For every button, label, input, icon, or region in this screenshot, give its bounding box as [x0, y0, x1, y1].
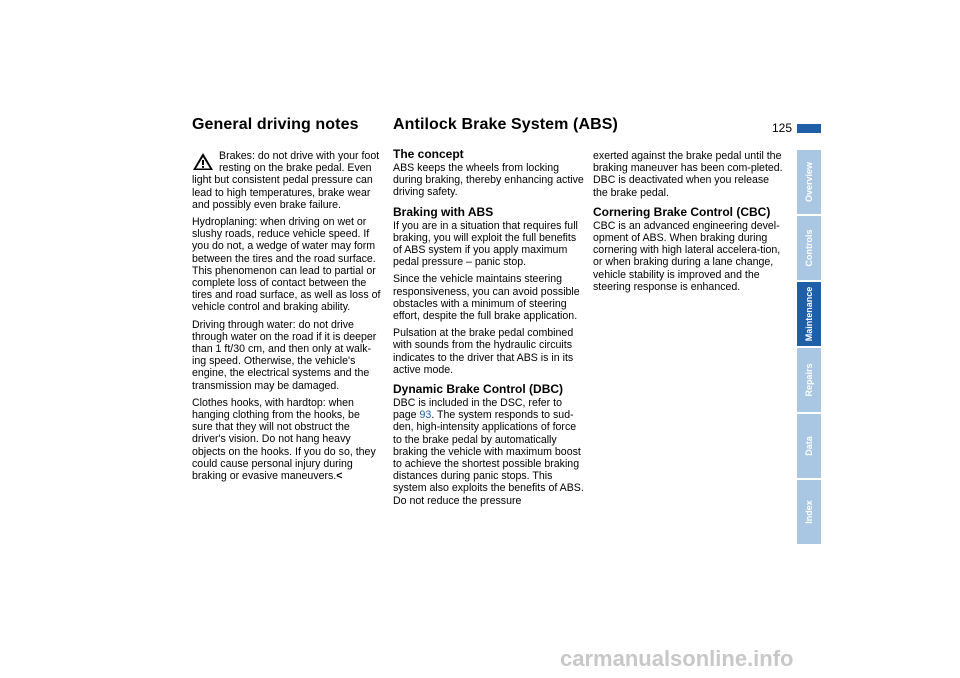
section-heading-general: General driving notes: [192, 116, 359, 133]
tab-data-label: Data: [804, 436, 814, 456]
braking-paragraph-3: Pulsation at the brake pedal combined with sounds from the hydraulic circuits indicates to the driver that ABS is in its active mode.: [393, 327, 574, 376]
cbc-text: CBC is an advanced engineering devel-opment of ABS. When braking during cornering with high lateral accelera-tion, or when braking during a lane change, vehicle stability is improved and the steering response is enhanced.: [593, 219, 781, 293]
tab-controls-label: Controls: [804, 229, 814, 267]
tab-repairs[interactable]: [797, 348, 821, 412]
brakes-warning-first: Brakes: do not drive with your foot resting on the brake pedal. Even: [219, 150, 380, 175]
tab-repairs-label: Repairs: [804, 363, 814, 397]
tab-data[interactable]: [797, 414, 821, 478]
tab-controls[interactable]: [797, 216, 821, 280]
warning-block: [192, 150, 382, 211]
heading-cbc: Cornering Brake Control (CBC): [593, 204, 771, 219]
clothes-hooks-note: [192, 397, 382, 482]
concept-text: ABS keeps the wheels from locking during braking, thereby enhancing active driving safety.: [393, 162, 584, 199]
water-note: Driving through water: do not drive through water on the road if it is deeper than 1 ft/30 cm, and then only at walk-ing speed. Otherwise, the vehicle's engine, the electrical systems and the transmission may be damaged.: [192, 318, 377, 392]
dbc-continued: exerted against the brake pedal until the braking maneuver has been com-pleted. DBC is deactivated when you release the brake pedal.: [593, 150, 783, 199]
braking-paragraph-1: If you are in a situation that requires full braking, you will exploit the full benefits of ABS system if you apply maximum pedal pressure – panic stop.: [393, 219, 578, 269]
tab-maintenance-label: Maintenance: [804, 286, 814, 342]
clothes-hooks-text: Clothes hooks, with hardtop: when hanging clothing from the hooks, be sure that they will not obstruct the driver's vision. Do not hang heavy objects on the hooks. If you do so, they could cause personal injury during braking or evasive maneuvers.: [192, 396, 376, 483]
dbc-text-before: DBC is included in the DSC, refer to page: [393, 397, 562, 422]
heading-braking-with-abs: Braking with ABS: [393, 204, 494, 219]
section-tabs: [797, 150, 821, 546]
hydroplaning-note: Hydroplaning: when driving on wet or slushy roads, reduce vehicle speed. If you do not, a wedge of water may form between the tires and the road surface. This phenomenon can lead to partial or complete loss of contact between the tires and road surface, as well as loss of vehicle control and braking ability.: [192, 216, 381, 314]
brakes-warning-rest: light but consistent pedal pressure can lead to high temperatures, brake wear and possibly even brake failure.: [192, 174, 373, 211]
braking-paragraph-2: Since the vehicle maintains steering responsiveness, you can avoid possible obstacles with a minimum of steering effort, despite the full brake application.: [393, 273, 580, 323]
page-93-link[interactable]: 93: [419, 409, 432, 422]
watermark: carmanualsonline.info: [560, 646, 794, 671]
end-mark: <: [336, 470, 343, 483]
tab-overview-label: Overview: [804, 161, 814, 203]
column-abs-continued: [593, 150, 785, 298]
heading-the-concept: The concept: [393, 147, 464, 161]
dbc-paragraph: [393, 397, 585, 507]
tab-index-label: Index: [804, 500, 814, 524]
tab-maintenance[interactable]: [797, 282, 821, 346]
dbc-text-after: . The system responds to sud-den, high-intensity applications of force to the brake pedal by automatically braking the vehicle with maximum boost to achieve the shortest possible braking distances during panic stops. This system also exploits the benefits of ABS. Do not reduce the pressure: [393, 409, 584, 507]
tab-overview[interactable]: [797, 150, 821, 214]
tab-index[interactable]: [797, 480, 821, 544]
page-number: 125: [772, 121, 793, 135]
column-general-notes: [192, 150, 382, 487]
heading-dbc: Dynamic Brake Control (DBC): [393, 382, 564, 397]
page-number-bar: [797, 124, 821, 133]
section-heading-abs: Antilock Brake System (ABS): [393, 116, 618, 133]
warning-triangle-icon: [192, 152, 214, 171]
column-abs: [393, 147, 585, 512]
